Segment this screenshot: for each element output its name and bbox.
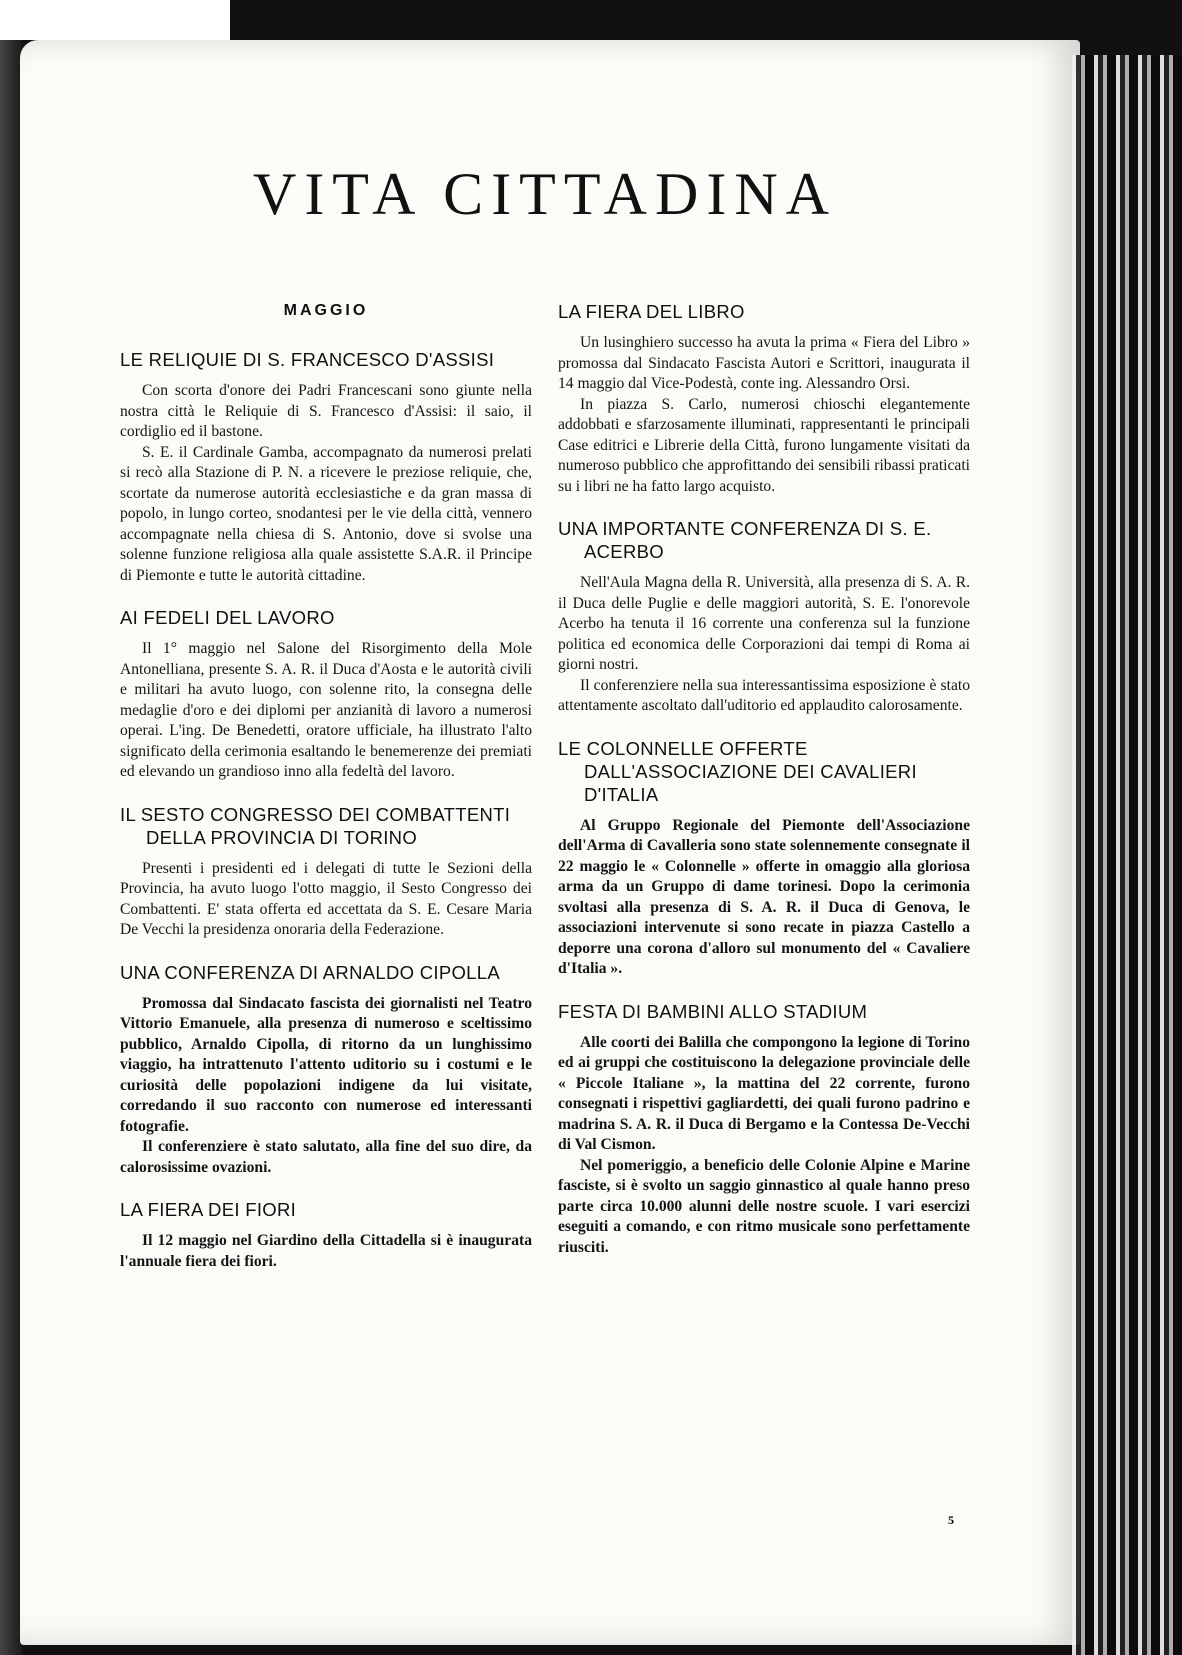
article-paragraph: Il conferenziere è stato salutato, alla fine del suo dire, da calorosissime ovazioni. [120, 1138, 532, 1176]
article-reliquie [120, 348, 532, 586]
page-edges [1072, 55, 1182, 1655]
article-paragraph: Un lusinghiero successo ha avuta la prima « Fiera del Libro » promossa dal Sindacato Fascista Autori e Scrittori, inaugurata il 14 maggio dal Vice-Podestà, conte ing. Alessandro Orsi. [558, 334, 970, 392]
article-title: AI FEDELI DEL LAVORO [120, 607, 335, 628]
article-paragraph: Presenti i presidenti ed i delegati di tutte le Sezioni della Provincia, ha avuto luogo l'otto maggio, il Sesto Congresso dei Combattenti. E' stata offerta ed accettata da S. E. Cesare Maria De Vecchi la presidenza onoraria della Federazione. [120, 859, 532, 938]
article-paragraph: Nel pomeriggio, a beneficio delle Colonie Alpine e Marine fasciste, si è svolto un saggio ginnastico al quale hanno preso parte circa 10.000 alunni delle nostre scuole. I vari esercizi eseguiti a comando, e con ritmo musicale sono perfettamente riusciti. [558, 1156, 970, 1256]
article-paragraph: S. E. il Cardinale Gamba, accompagnato da numerosi prelati si recò alla Stazione di P. N. a ricevere le preziose reliquie, che, scortate da numerose autorità ecclesiastiche e da gran massa di popolo, in lungo corteo, snodantesi per le vie della città, vennero accompagnate nella chiesa di S. Antonio, dove si svolse una solenne funzione religiosa alla quale assistette S.A.R. il Principe di Piemonte e tutte le autorità cittadine. [120, 443, 532, 584]
article-fedeli-lavoro [120, 606, 532, 783]
article-fiera-libro [558, 300, 970, 497]
article-title: IL SESTO CONGRESSO DEI COMBATTENTI DELLA PROVINCIA DI TORINO [120, 803, 511, 848]
article-paragraph: Il 12 maggio nel Giardino della Cittadella si è inaugurata l'annuale fiera dei fiori. [120, 1232, 532, 1270]
article-title: LE COLONNELLE OFFERTE DALL'ASSOCIAZIONE DEI CAVALIERI D'ITALIA [558, 737, 917, 805]
article-title: LE RELIQUIE DI S. FRANCESCO D'ASSISI [120, 349, 495, 370]
article-paragraph: Promossa dal Sindacato fascista dei giornalisti nel Teatro Vittorio Emanuele, alla presenza di numeroso e sceltissimo pubblico, Arnaldo Cipolla, di ritorno da un lunghissimo viaggio, ha intrattenuto l'attento uditorio su i costumi e le curiosità delle popolazioni indigene da lui visitate, corredando il suo racconto con numerose ed interessanti fotografie. [120, 994, 532, 1135]
month-heading: MAGGIO [283, 302, 369, 319]
article-congresso-combattenti [120, 803, 532, 941]
article-title: LA FIERA DEI FIORI [120, 1199, 297, 1220]
article-paragraph: Il conferenziere nella sua interessantissima esposizione è stato attentamente ascoltato dall'uditorio ed applaudito calorosamente. [558, 676, 970, 714]
page-number: 5 [948, 1513, 954, 1527]
article-title: UNA CONFERENZA DI ARNALDO CIPOLLA [120, 961, 500, 983]
page-title: VITA CITTADINA [253, 161, 837, 227]
article-paragraph: Al Gruppo Regionale del Piemonte dell'Associazione dell'Arma di Cavalleria sono state solennemente consegnate il 22 maggio le « Colonnelle » offerte in omaggio alla gloriosa arma da un Gruppo di dame torinesi. Dopo la cerimonia svoltasi alla presenza di S. A. R. il Duca di Genova, le associazioni intervenute si sono recate in piazza Castello a deporre una corona d'alloro sul monumento del « Cavaliere d'Italia ». [558, 816, 970, 977]
scan-margin-strip [0, 0, 230, 40]
article-paragraph: In piazza S. Carlo, numerosi chioschi elegantemente addobbati e sfarzosamente illuminati, rappresentanti le principali Case editrici e Librerie della Città, furono lungamente visitati da numeroso pubblico che approfittando dei sensibili ribassi praticati su i libri ne ha fatto largo acquisto. [558, 395, 970, 495]
article-conferenza-cipolla [120, 961, 532, 1179]
article-title: UNA IMPORTANTE CONFERENZA DI S. E. ACERBO [558, 518, 932, 562]
article-title: LA FIERA DEL LIBRO [558, 301, 745, 322]
article-paragraph: Nell'Aula Magna della R. Università, alla presenza di S. A. R. il Duca delle Puglie e delle maggiori autorità, S. E. l'onorevole Acerbo ha tenuta il 16 corrente una conferenza sul la funzione politica ed economica delle Corporazioni dai tempi di Roma ai giorni nostri. [558, 574, 970, 673]
article-title: FESTA DI BAMBINI ALLO STADIUM [558, 1000, 868, 1022]
left-column [120, 300, 532, 1292]
article-conferenza-acerbo [558, 517, 970, 717]
book-spine [0, 40, 22, 1655]
right-column [558, 300, 970, 1278]
article-paragraph: Alle coorti dei Balilla che compongono la legione di Torino ed ai gruppi che costituiscono la delegazione provinciale delle « Piccole Italiane », la mattina del 22 corrente, furono consegnati i rispettivi gagliardetti, dei quali furono padrino e madrina S. A. R. il Duca di Bergamo e la Contessa De-Vecchi di Val Cismon. [558, 1033, 970, 1153]
article-festa-bambini [558, 1000, 970, 1259]
article-fiera-fiori [120, 1198, 532, 1272]
article-paragraph: Il 1° maggio nel Salone del Risorgimento della Mole Antonelliana, presente S. A. R. il Duca d'Aosta e le autorità civili e militari ha avuto luogo, con solenne rito, la consegna delle medaglie d'oro e dei diplomi per anzianità di lavoro a numerosi operai. L'ing. De Benedetti, oratore ufficiale, ha illustrato l'alto significato della cerimonia esaltando le benemerenze dei premiati ed elevando un grandioso inno alla fedeltà del lavoro. [120, 640, 532, 780]
article-colonnelle [558, 737, 970, 980]
article-paragraph: Con scorta d'onore dei Padri Francescani sono giunte nella nostra città le Reliquie di S. Francesco d'Assisi: il saio, il cordiglio ed il bastone. [120, 382, 532, 440]
